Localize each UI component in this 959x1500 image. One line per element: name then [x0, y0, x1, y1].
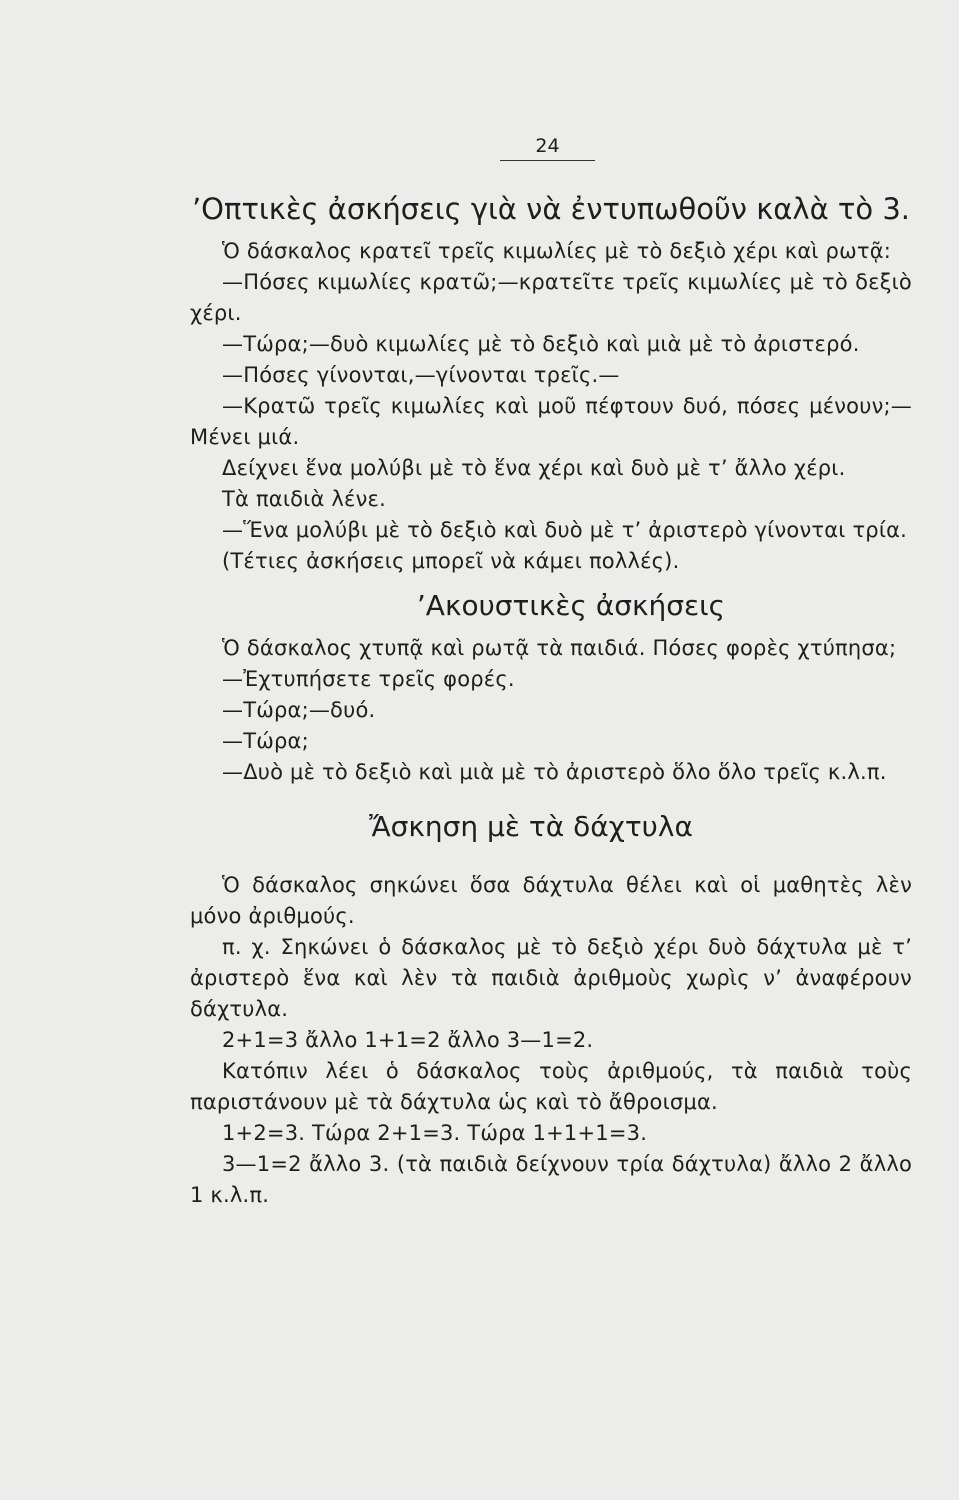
paragraph: —Τώρα;—δυό. [222, 698, 376, 722]
page-body [190, 190, 912, 1211]
paragraph: Τὰ παιδιὰ λένε. [222, 487, 386, 511]
paragraph: —Πόσες γίνονται,—γίνονται τρεῖς.— [222, 363, 620, 387]
paragraph: —Ἕνα μολύβι μὲ τὸ δεξιὸ καὶ δυὸ μὲ τ’ ἀριστερὸ γίνονται τρία. [222, 518, 908, 542]
section-heading-optical: ’Οπτικὲς ἀσκήσεις γιὰ νὰ ἐντυπωθοῦν καλὰ τὸ 3. [191, 192, 911, 226]
paragraph: Ὁ δάσκαλος χτυπᾷ καὶ ρωτᾷ τὰ παιδιά. Πόσες φορὲς χτύπησα; [222, 636, 897, 660]
section-heading-acoustic: ’Ακουστικὲς ἀσκήσεις [416, 589, 726, 622]
paragraph: π. χ. Σηκώνει ὁ δάσκαλος μὲ τὸ δεξιὸ χέρι δυὸ δάχτυλα μὲ τ’ ἀριστερὸ ἕνα καὶ λὲν τὰ παιδιὰ ἀριθμοὺς χωρὶς ν’ ἀναφέρουν δάχτυλα. [190, 935, 912, 1021]
paragraph: Δείχνει ἕνα μολύβι μὲ τὸ ἕνα χέρι καὶ δυὸ μὲ τ’ ἄλλο χέρι. [222, 456, 846, 480]
paragraph: —Τώρα;—δυὸ κιμωλίες μὲ τὸ δεξιὸ καὶ μιὰ μὲ τὸ ἀριστερό. [222, 332, 860, 356]
page-number: 24 [500, 135, 595, 161]
paragraph: 1+2=3. Τώρα 2+1=3. Τώρα 1+1+1=3. [222, 1121, 648, 1145]
paragraph: Κατόπιν λέει ὁ δάσκαλος τοὺς ἀριθμούς, τὰ παιδιὰ τοὺς παριστάνουν μὲ τὰ δάχτυλα ὡς καὶ τὸ ἄθροισμα. [190, 1059, 912, 1114]
paragraph: —Πόσες κιμωλίες κρατῶ;—κρατεῖτε τρεῖς κιμωλίες μὲ τὸ δεξιὸ χέρι. [190, 270, 912, 325]
paragraph: —Κρατῶ τρεῖς κιμωλίες καὶ μοῦ πέφτουν δυό, πόσες μένουν;—Μένει μιά. [190, 394, 912, 449]
paragraph: Ὁ δάσκαλος κρατεῖ τρεῖς κιμωλίες μὲ τὸ δεξιὸ χέρι καὶ ρωτᾷ: [222, 239, 892, 263]
paragraph: —Τώρα; [222, 729, 309, 753]
section-heading-fingers: Ἄσκηση μὲ τὰ δάχτυλα [369, 810, 693, 843]
paragraph: —Δυὸ μὲ τὸ δεξιὸ καὶ μιὰ μὲ τὸ ἀριστερὸ ὅλο ὅλο τρεῖς κ.λ.π. [222, 760, 887, 784]
paragraph: 2+1=3 ἄλλο 1+1=2 ἄλλο 3—1=2. [222, 1028, 594, 1052]
paragraph: —Ἐχτυπήσετε τρεῖς φορές. [222, 667, 515, 691]
paragraph: Ὁ δάσκαλος σηκώνει ὅσα δάχτυλα θέλει καὶ οἱ μαθητὲς λὲν μόνο ἀριθμούς. [190, 873, 912, 928]
paragraph: 3—1=2 ἄλλο 3. (τὰ παιδιὰ δείχνουν τρία δάχτυλα) ἄλλο 2 ἄλλο 1 κ.λ.π. [190, 1152, 912, 1207]
paragraph: (Τέτιες ἀσκήσεις μπορεῖ νὰ κάμει πολλές). [222, 549, 680, 573]
